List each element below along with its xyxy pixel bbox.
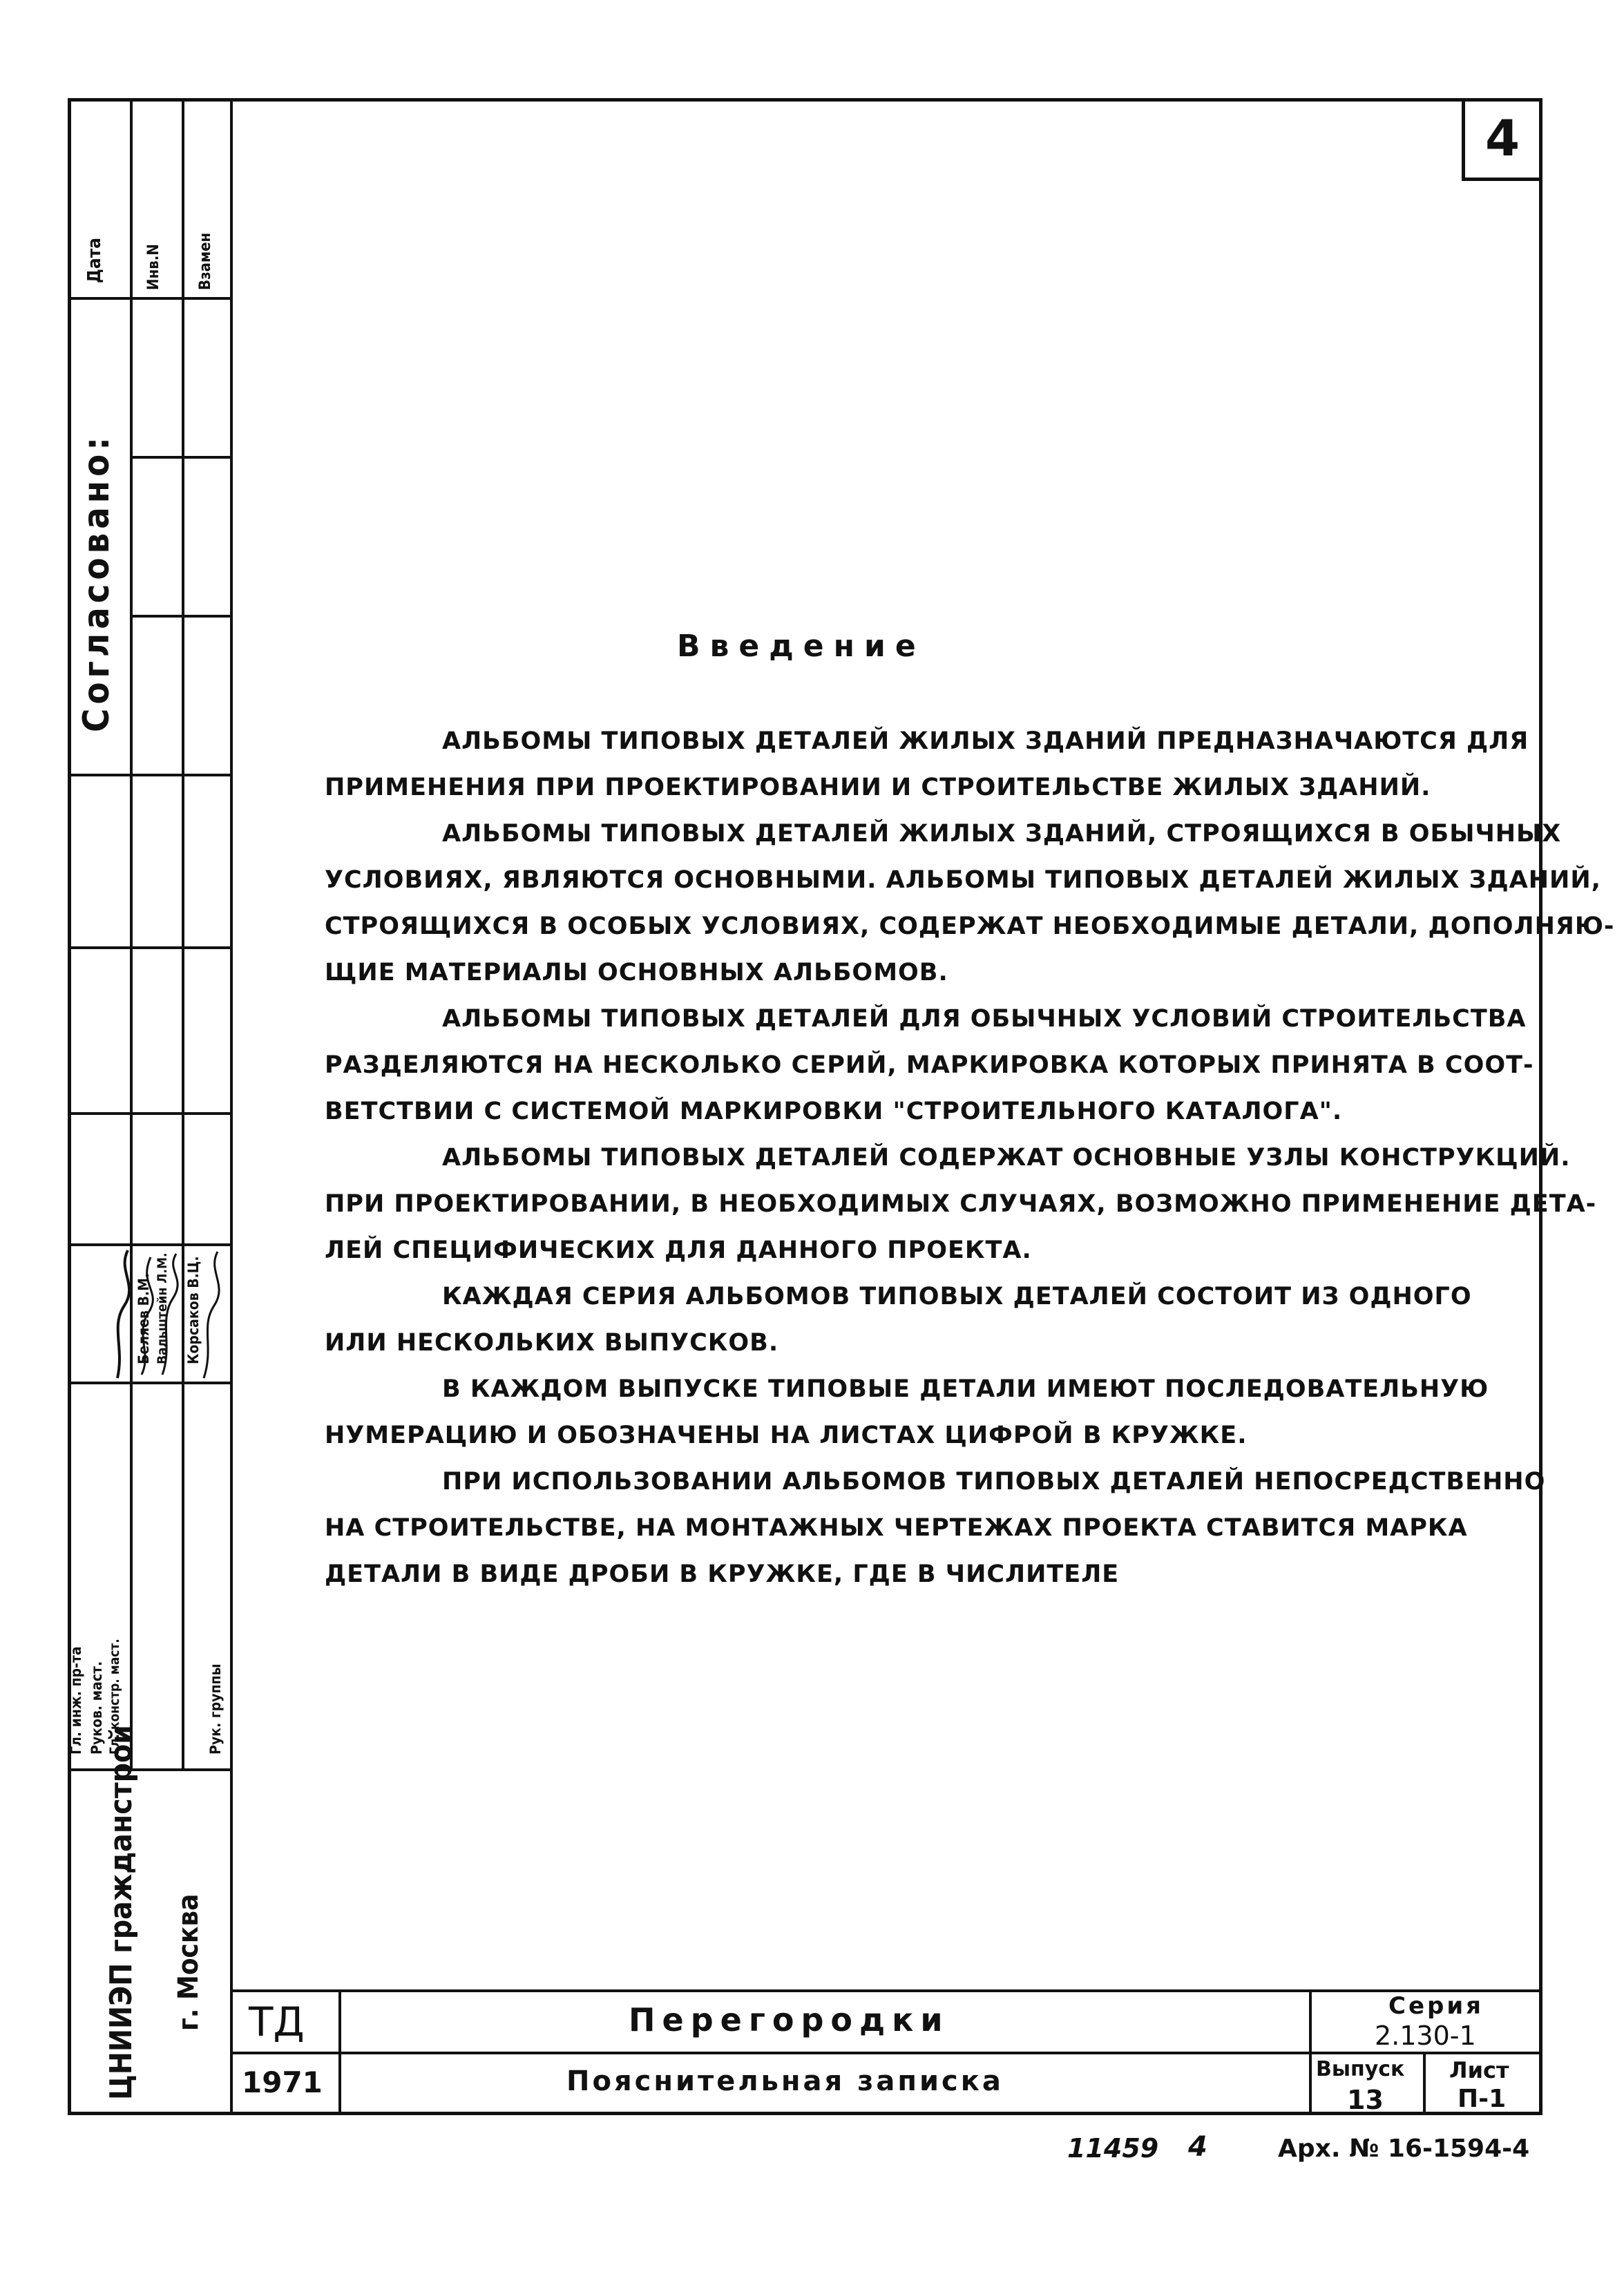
document-title: Пояснительная записка [566,2065,1004,2097]
sheet-number: 4 [1485,109,1520,167]
body-line: ЩИЕ МАТЕРИАЛЫ ОСНОВНЫХ АЛЬБОМОВ. [325,959,948,986]
strip-divider [68,1382,233,1384]
body-line: ДЕТАЛИ В ВИДЕ ДРОБИ В КРУЖКЕ, ГДЕ В ЧИСЛИТЕЛЕ [325,1560,1120,1588]
inventory-number-label: Инв.N [145,244,162,290]
body-line: СТРОЯЩИХСЯ В ОСОБЫХ УСЛОВИЯХ, СОДЕРЖАТ НЕОБХОДИМЫЕ ДЕТАЛИ, ДОПОЛНЯЮ- [325,913,1615,940]
strip-divider [130,615,233,618]
strip-divider [130,98,133,1770]
strip-divider [68,774,233,776]
body-line: ЛЕЙ СПЕЦИФИЧЕСКИХ ДЛЯ ДАННОГО ПРОЕКТА. [325,1236,1032,1264]
strip-divider [130,456,233,459]
issue-label: Выпуск [1316,2057,1405,2081]
name-belyaev: Беляев В.М. [135,1272,152,1364]
title-block-divider [1309,1989,1312,2115]
body-line: АЛЬБОМЫ ТИПОВЫХ ДЕТАЛЕЙ ЖИЛЫХ ЗДАНИЙ ПРЕДНАЗНАЧАЮТСЯ ДЛЯ [442,727,1529,755]
strip-divider [68,297,233,300]
body-line: ПРИ ИСПОЛЬЗОВАНИИ АЛЬБОМОВ ТИПОВЫХ ДЕТАЛЕЙ НЕПОСРЕДСТВЕННО [442,1468,1546,1496]
city-name: г. Москва [173,1893,204,2031]
strip-divider [68,1112,233,1115]
series-label: Серия [1388,1992,1484,2020]
role-chief-designer: Гл. констр. маст. [107,1639,122,1755]
role-group-head: Рук. группы [207,1663,224,1755]
date-label: Дата [84,238,105,283]
body-line: АЛЬБОМЫ ТИПОВЫХ ДЕТАЛЕЙ СОДЕРЖАТ ОСНОВНЫЕ УЗЛЫ КОНСТРУКЦИЙ. [442,1144,1571,1172]
title-block-top [230,1989,1542,1992]
intro-body [325,718,1615,1598]
sheet-value: П-1 [1458,2085,1507,2113]
subject-title: Перегородки [629,2001,950,2038]
strip-divider [68,946,233,949]
title-block-divider [1423,2052,1426,2115]
title-block-divider [338,1989,341,2115]
series-value: 2.130-1 [1375,2021,1476,2051]
body-line: УСЛОВИЯХ, ЯВЛЯЮТСЯ ОСНОВНЫМИ. АЛЬБОМЫ ТИПОВЫХ ДЕТАЛЕЙ ЖИЛЫХ ЗДАНИЙ, [325,866,1601,894]
organization-name: ЦНИИЭП гражданстрой [104,1725,139,2100]
role-workshop-head: Руков. маст. [88,1661,105,1755]
body-line: ПРИ ПРОЕКТИРОВАНИИ, В НЕОБХОДИМЫХ СЛУЧАЯХ, ВОЗМОЖНО ПРИМЕНЕНИЕ ДЕТА- [325,1190,1597,1218]
body-line: НУМЕРАЦИЮ И ОБОЗНАЧЕНЫ НА ЛИСТАХ ЦИФРОЙ В КРУЖКЕ. [325,1422,1248,1449]
stamp-number: 11459 [1067,2133,1159,2164]
stamp-suffix: 4 [1188,2131,1207,2163]
doc-year: 1971 [242,2065,323,2099]
strip-divider [182,98,184,1770]
body-line: РАЗДЕЛЯЮТСЯ НА НЕСКОЛЬКО СЕРИЙ, МАРКИРОВКА КОТОРЫХ ПРИНЯТА В СООТ- [325,1051,1534,1079]
name-korsakov: Корсаков В.Ц. [185,1256,202,1364]
strip-divider [68,1768,233,1771]
body-line: АЛЬБОМЫ ТИПОВЫХ ДЕТАЛЕЙ ЖИЛЫХ ЗДАНИЙ, СТРОЯЩИХСЯ В ОБЫЧНЫХ [442,820,1562,848]
replacement-label: Взамен [197,232,214,290]
body-line: АЛЬБОМЫ ТИПОВЫХ ДЕТАЛЕЙ ДЛЯ ОБЫЧНЫХ УСЛОВИЙ СТРОИТЕЛЬСТВА [442,1005,1527,1033]
title-block-middle [230,2052,1542,2054]
doc-code: ТД [249,1998,305,2045]
body-line: ПРИМЕНЕНИЯ ПРИ ПРОЕКТИРОВАНИИ И СТРОИТЕЛЬСТВЕ ЖИЛЫХ ЗДАНИЙ. [325,774,1431,801]
body-line: В КАЖДОМ ВЫПУСКЕ ТИПОВЫЕ ДЕТАЛИ ИМЕЮТ ПОСЛЕДОВАТЕЛЬНУЮ [442,1375,1489,1403]
signatures [104,1243,231,1382]
body-line: НА СТРОИТЕЛЬСТВЕ, НА МОНТАЖНЫХ ЧЕРТЕЖАХ ПРОЕКТА СТАВИТСЯ МАРКА [325,1514,1468,1542]
intro-title: Введение [677,629,926,664]
name-valshtein: Вальштейн Л.М. [155,1252,170,1364]
body-line: ИЛИ НЕСКОЛЬКИХ ВЫПУСКОВ. [325,1329,779,1357]
sheet-label: Лист [1449,2057,1509,2083]
archive-number: Арх. № 16-1594-4 [1278,2135,1530,2163]
body-line: ВЕТСТВИИ С СИСТЕМОЙ МАРКИРОВКИ "СТРОИТЕЛЬНОГО КАТАЛОГА". [325,1098,1343,1125]
body-line: КАЖДАЯ СЕРИЯ АЛЬБОМОВ ТИПОВЫХ ДЕТАЛЕЙ СОСТОИТ ИЗ ОДНОГО [442,1283,1472,1310]
role-chief-engineer: Гл. инж. пр-та [68,1646,84,1755]
issue-value: 13 [1347,2085,1384,2115]
strip-divider [230,98,233,2115]
agreed-label: Согласовано: [76,433,117,732]
